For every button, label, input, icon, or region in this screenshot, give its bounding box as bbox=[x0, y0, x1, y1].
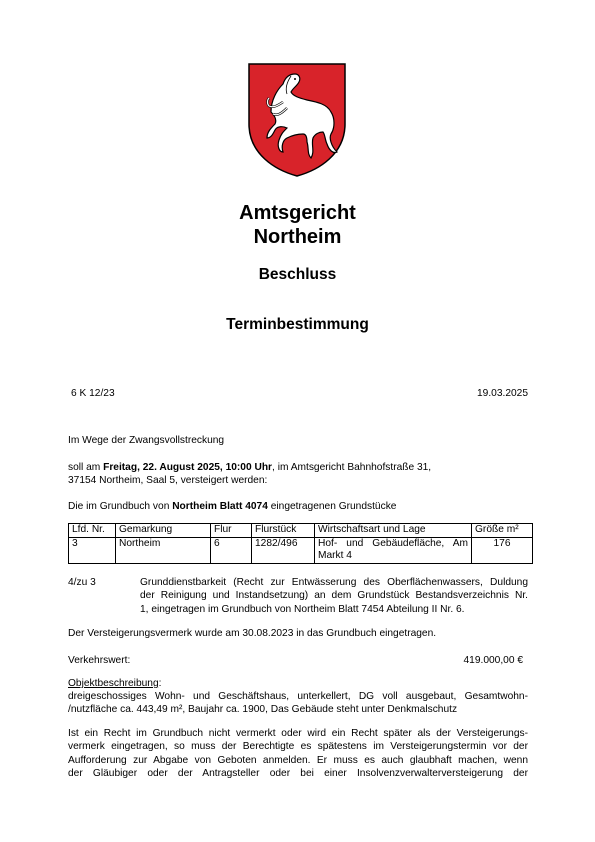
auction-date: Freitag, 22. August 2025, 10:00 Uhr bbox=[103, 462, 273, 473]
verkehrswert-label: Verkehrswert: bbox=[68, 655, 131, 666]
dienstbarkeit-ref: 4/zu 3 bbox=[68, 577, 96, 588]
objekt-line1: dreigeschossiges Wohn- und Geschäftshaus, unterkellert, DG voll ausgebaut, Gesamtwohn- bbox=[68, 691, 528, 702]
cell-flur: 6 bbox=[211, 537, 252, 563]
recht-text bbox=[68, 727, 528, 780]
cell-lfd: 3 bbox=[69, 537, 116, 563]
case-number: 6 K 12/23 bbox=[71, 388, 115, 399]
dienstbarkeit-line1: Grunddienstbarkeit (Recht zur Entwässerung des Oberflächenwassers, Duldung bbox=[140, 577, 528, 588]
table-row bbox=[69, 537, 533, 563]
grundbuch-post: eingetragenen Grundstücke bbox=[267, 501, 397, 512]
recht-line3: Aufforderung zur Abgabe von Geboten anmelden. Er muss es auch glaubhaft machen, wenn bbox=[68, 754, 528, 766]
cell-wirtschaftsart-line2: Markt 4 bbox=[318, 550, 352, 561]
cell-gemarkung: Northeim bbox=[116, 537, 211, 563]
cell-flurstueck: 1282/496 bbox=[252, 537, 315, 563]
dienstbarkeit-line3: 1, eingetragen im Grundbuch von Northeim Blatt 7454 Abteilung II Nr. 6. bbox=[140, 603, 465, 615]
court-name-line2: Northeim bbox=[253, 226, 342, 248]
col-header-gemarkung: Gemarkung bbox=[116, 524, 211, 538]
lower-saxony-coat-of-arms-icon bbox=[247, 62, 347, 178]
objekt-heading bbox=[68, 677, 161, 690]
grundbuch-pre: Die im Grundbuch von bbox=[68, 501, 173, 512]
dienstbarkeit-text bbox=[140, 576, 528, 616]
vermerk-text: Der Versteigerungsvermerk wurde am 30.08.2023 in das Grundbuch eingetragen. bbox=[68, 628, 437, 639]
grundbuch-line bbox=[68, 500, 396, 513]
cell-groesse: 176 bbox=[472, 537, 533, 563]
objekt-heading-text: Objektbeschreibung bbox=[68, 678, 159, 689]
grundbuch-name: Northeim Blatt 4074 bbox=[172, 501, 268, 512]
table-header-row bbox=[69, 524, 533, 538]
grundstueck-table bbox=[68, 523, 533, 564]
document-subject: Terminbestimmung bbox=[226, 316, 369, 333]
auction-pre: soll am bbox=[68, 462, 104, 473]
verkehrswert-value: 419.000,00 € bbox=[463, 655, 523, 666]
auction-location: , im Amtsgericht Bahnhofstraße 31, bbox=[272, 462, 432, 473]
objekt-text bbox=[68, 690, 528, 717]
dienstbarkeit-line2: der Reinigung und Instandsetzung) an dem Grundstück Bestandsverzeichnis Nr. bbox=[140, 590, 528, 602]
col-header-flurstueck: Flurstück bbox=[252, 524, 315, 538]
col-header-lfd: Lfd. Nr. bbox=[69, 524, 116, 538]
col-header-groesse: Größe m² bbox=[472, 524, 533, 538]
cell-wirtschaftsart-line1: Hof- und Gebäudefläche, Am bbox=[318, 537, 468, 549]
col-header-wirtschaftsart: Wirtschaftsart und Lage bbox=[315, 524, 472, 538]
cell-wirtschaftsart bbox=[315, 537, 472, 563]
recht-line4: der Gläubiger oder der Antragsteller oder bei einer Insolvenzverwalterversteigerung der bbox=[68, 767, 528, 779]
auction-line bbox=[68, 461, 431, 474]
objekt-line2: /nutzfläche ca. 443,49 m², Baujahr ca. 1900, Das Gebäude steht unter Denkmalschutz bbox=[68, 704, 458, 716]
col-header-flur: Flur bbox=[211, 524, 252, 538]
auction-line-2: 37154 Northeim, Saal 5, versteigert werden: bbox=[68, 475, 268, 486]
objekt-heading-suffix: : bbox=[158, 678, 162, 689]
intro-text: Im Wege der Zwangsvollstreckung bbox=[68, 435, 225, 446]
document-date: 19.03.2025 bbox=[477, 388, 528, 399]
recht-line1: Ist ein Recht im Grundbuch nicht vermerkt oder wird ein Recht später als der Versteigerungs- bbox=[68, 728, 528, 739]
recht-line2: vermerk eingetragen, so muss der Berechtigte es spätestens im Versteigerungstermin vor der bbox=[68, 741, 528, 753]
document-type: Beschluss bbox=[258, 266, 337, 283]
court-name-line1: Amtsgericht bbox=[239, 202, 356, 224]
